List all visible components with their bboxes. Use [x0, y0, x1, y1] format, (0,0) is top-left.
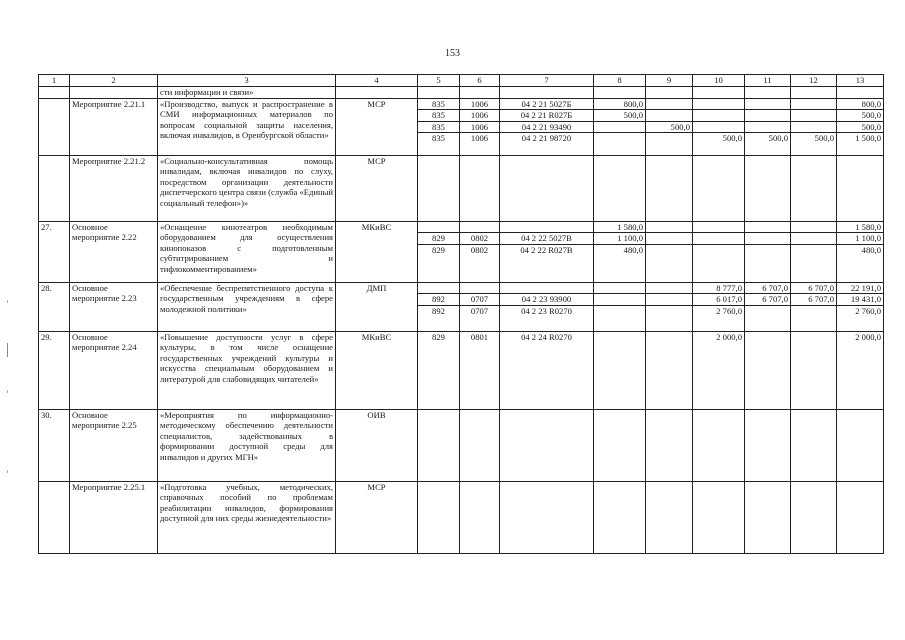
cell-col-6	[460, 481, 500, 553]
row-number: 27.	[39, 221, 70, 282]
cell-value: 1006	[460, 110, 499, 122]
table-row	[39, 98, 884, 155]
cell-col-12	[791, 282, 837, 331]
cell-value	[745, 233, 790, 245]
table-row	[39, 282, 884, 331]
cell-col-13	[837, 481, 884, 553]
row-number: 30.	[39, 409, 70, 481]
cell-col-11	[745, 331, 791, 409]
cell-value: 19 431,0	[837, 294, 883, 306]
cell-value	[791, 233, 836, 245]
cell-value: 0802	[460, 233, 499, 245]
cell-value: 500,0	[646, 122, 692, 134]
cell-value: 0801	[470, 331, 489, 342]
cell-value: 22 191,0	[837, 283, 883, 295]
executor: МКиВС	[336, 331, 418, 409]
cell-value	[791, 222, 836, 234]
cell-col-9	[646, 481, 693, 553]
cell-value	[745, 306, 790, 317]
cell-value	[596, 332, 643, 343]
cell-col-8	[594, 481, 646, 553]
cell-col-11	[745, 221, 791, 282]
executor: МСР	[336, 98, 418, 155]
cell-col-5	[418, 331, 460, 409]
cell-col-7	[500, 409, 594, 481]
cell-value: 500,0	[768, 133, 788, 144]
cell-value: 0802	[470, 244, 489, 255]
cell-value: 04 2 21 5027Б	[500, 99, 593, 111]
cell-col-6	[460, 98, 500, 155]
cell-col-7	[500, 155, 594, 221]
cell-col-12	[791, 98, 837, 155]
cell-col-9	[646, 221, 693, 282]
row-number: 28.	[39, 282, 70, 331]
row-number	[39, 87, 70, 99]
cell-value	[793, 332, 834, 343]
cell-col-13	[837, 221, 884, 282]
cell-value	[418, 283, 459, 295]
cell-value: 1006	[470, 133, 489, 144]
cell-value: 2 000,0	[716, 331, 742, 342]
event-name	[70, 87, 158, 99]
cell-value: 1 580,0	[594, 222, 645, 234]
cell-value	[646, 133, 692, 144]
margin-dash	[7, 470, 8, 473]
table-row	[39, 221, 884, 282]
cell-col-6	[460, 87, 500, 99]
column-header-row	[39, 75, 884, 87]
cell-value	[745, 110, 790, 122]
event-name: Мероприятие 2.25.1	[70, 481, 158, 553]
column-header-4: 4	[336, 75, 418, 87]
cell-value	[648, 332, 690, 343]
cell-col-6	[460, 331, 500, 409]
cell-col-10	[693, 221, 745, 282]
cell-value: 6 707,0	[791, 294, 836, 306]
cell-col-12	[791, 409, 837, 481]
cell-value: 892	[418, 294, 459, 306]
cell-col-10	[693, 331, 745, 409]
cell-col-8	[594, 331, 646, 409]
cell-value	[646, 99, 692, 111]
cell-value: 1006	[460, 122, 499, 134]
cell-value: 2 760,0	[855, 305, 881, 316]
cell-value	[646, 306, 692, 317]
cell-value	[460, 222, 499, 234]
column-header-13: 13	[837, 75, 884, 87]
cell-col-13	[837, 282, 884, 331]
cell-col-12	[791, 331, 837, 409]
cell-col-13	[837, 409, 884, 481]
cell-value: 0707	[470, 305, 489, 316]
cell-value: 2 760,0	[716, 305, 742, 316]
column-header-6: 6	[460, 75, 500, 87]
margin-line	[7, 343, 8, 357]
cell-col-6	[460, 409, 500, 481]
cell-col-9	[646, 282, 693, 331]
cell-col-7	[500, 221, 594, 282]
margin-dash	[7, 390, 8, 393]
event-name: Основное мероприятие 2.23	[70, 282, 158, 331]
cell-col-8	[594, 98, 646, 155]
cell-col-9	[646, 87, 693, 99]
cell-value: 500,0	[594, 110, 645, 122]
cell-col-10	[693, 282, 745, 331]
cell-col-12	[791, 87, 837, 99]
cell-col-8	[594, 409, 646, 481]
cell-value	[693, 110, 744, 122]
cell-col-5	[418, 98, 460, 155]
cell-col-5	[418, 155, 460, 221]
cell-value: 835	[432, 133, 445, 144]
cell-value: 829	[418, 233, 459, 245]
cell-value: 6 707,0	[745, 294, 790, 306]
cell-value	[791, 99, 836, 111]
cell-value: 04 2 21 98720	[521, 133, 572, 144]
cell-value: 835	[418, 122, 459, 134]
cell-value	[646, 294, 692, 306]
cell-value	[745, 122, 790, 134]
event-description: «Производство, выпуск и распространение в СМИ информационных материалов по вопросам социальной защиты населения, включая инвалидов, в Оренбургской области»	[158, 98, 336, 155]
table-row	[39, 409, 884, 481]
cell-value	[693, 222, 744, 234]
cell-value: 04 2 22 5027В	[500, 233, 593, 245]
cell-value: 480,0	[861, 244, 881, 255]
cell-value: 480,0	[623, 244, 643, 255]
column-header-8: 8	[594, 75, 646, 87]
cell-value	[460, 283, 499, 295]
cell-col-7	[500, 98, 594, 155]
cell-col-8	[594, 155, 646, 221]
cell-value: 829	[432, 331, 445, 342]
cell-value: 8 777,0	[693, 283, 744, 295]
cell-value: 6 017,0	[693, 294, 744, 306]
cell-value: 04 2 23 93900	[500, 294, 593, 306]
cell-col-9	[646, 155, 693, 221]
column-header-7: 7	[500, 75, 594, 87]
cell-value	[791, 306, 836, 317]
cell-value	[594, 283, 645, 295]
column-header-2: 2	[70, 75, 158, 87]
cell-col-11	[745, 481, 791, 553]
cell-col-8	[594, 282, 646, 331]
cell-value	[693, 99, 744, 111]
row-number	[39, 155, 70, 221]
cell-col-8	[594, 87, 646, 99]
cell-value: 500,0	[837, 110, 883, 122]
table-row	[39, 155, 884, 221]
event-description: сти информации и связи»	[158, 87, 336, 99]
cell-value: 04 2 23 R0270	[521, 305, 572, 316]
table-row	[39, 331, 884, 409]
cell-value: 500,0	[722, 133, 742, 144]
cell-col-12	[791, 221, 837, 282]
cell-col-9	[646, 409, 693, 481]
event-description: «Социально-консультативная помощь инвалидам, включая инвалидов по слуху, посредством организации деятельности диспетчерского центра связи (служба «Единый социальный телефон»)»	[158, 155, 336, 221]
cell-value: 0707	[460, 294, 499, 306]
cell-col-12	[791, 155, 837, 221]
cell-value: 2 000,0	[855, 331, 881, 342]
cell-value: 892	[432, 305, 445, 316]
event-name: Основное мероприятие 2.24	[70, 331, 158, 409]
page-number: 153	[445, 48, 460, 59]
cell-col-11	[745, 98, 791, 155]
cell-value	[791, 110, 836, 122]
cell-col-13	[837, 331, 884, 409]
cell-value	[500, 283, 593, 295]
cell-value: 500,0	[814, 133, 834, 144]
event-description: «Обеспечение беспрепятственного доступа к государственным учреждениям в сфере молодежной политики»	[158, 282, 336, 331]
cell-col-6	[460, 221, 500, 282]
executor: МКиВС	[336, 221, 418, 282]
event-description: «Подготовка учебных, методических, справочных пособий по проблемам реабилитации инвалидов, формирования доступной для них среды жизнедеятельности»	[158, 481, 336, 553]
cell-col-11	[745, 282, 791, 331]
cell-col-5	[418, 481, 460, 553]
table-row	[39, 481, 884, 553]
cell-value: 04 2 21 93490	[500, 122, 593, 134]
column-header-11: 11	[745, 75, 791, 87]
cell-col-12	[791, 481, 837, 553]
cell-col-10	[693, 481, 745, 553]
cell-value	[500, 222, 593, 234]
cell-col-9	[646, 331, 693, 409]
cell-col-11	[745, 155, 791, 221]
cell-value	[745, 99, 790, 111]
column-header-5: 5	[418, 75, 460, 87]
cell-col-6	[460, 155, 500, 221]
cell-value	[646, 283, 692, 295]
cell-value	[418, 222, 459, 234]
event-description: «Мероприятия по информационно-методическому обеспечению деятельности специалистов, задействованных в формировании доступной среды для инвалидов и других МГН»	[158, 409, 336, 481]
cell-value: 500,0	[837, 122, 883, 134]
cell-col-9	[646, 98, 693, 155]
cell-col-10	[693, 155, 745, 221]
cell-col-10	[693, 409, 745, 481]
cell-col-11	[745, 409, 791, 481]
cell-value	[791, 245, 836, 256]
cell-value	[594, 306, 645, 317]
cell-col-13	[837, 98, 884, 155]
cell-value	[646, 222, 692, 234]
cell-col-5	[418, 282, 460, 331]
cell-value: 6 707,0	[791, 283, 836, 295]
cell-value: 829	[432, 244, 445, 255]
cell-value	[594, 133, 645, 144]
cell-value	[693, 245, 744, 256]
cell-col-5	[418, 221, 460, 282]
cell-col-10	[693, 87, 745, 99]
row-number: 29.	[39, 331, 70, 409]
cell-value	[791, 122, 836, 134]
cell-value: 1 500,0	[855, 133, 881, 144]
cell-value: 04 2 24 R0270	[521, 331, 572, 342]
cell-value: 1 100,0	[837, 233, 883, 245]
cell-value	[693, 233, 744, 245]
executor: ОИВ	[336, 409, 418, 481]
cell-value: 1006	[460, 99, 499, 111]
cell-value	[745, 245, 790, 256]
cell-col-5	[418, 409, 460, 481]
budget-table	[38, 74, 884, 554]
cell-value: 800,0	[837, 99, 883, 111]
cell-col-11	[745, 87, 791, 99]
cell-col-5	[418, 87, 460, 99]
cell-value	[594, 294, 645, 306]
event-description: «Повышение доступности услуг в сфере культуры, в том числе оснащение государственных учреждений культуры и искусства специальным оборудованием и литературой для слабовидящих читателей»	[158, 331, 336, 409]
executor: МСР	[336, 481, 418, 553]
cell-value: 04 2 22 R027В	[520, 244, 573, 255]
cell-col-13	[837, 87, 884, 99]
cell-col-7	[500, 282, 594, 331]
cell-value	[693, 122, 744, 134]
cell-value: 800,0	[594, 99, 645, 111]
cell-value: 04 2 21 R027Б	[500, 110, 593, 122]
event-name: Основное мероприятие 2.25	[70, 409, 158, 481]
table-row	[39, 87, 884, 99]
cell-value	[646, 233, 692, 245]
cell-col-6	[460, 282, 500, 331]
event-name: Основное мероприятие 2.22	[70, 221, 158, 282]
executor: ДМП	[336, 282, 418, 331]
cell-col-7	[500, 331, 594, 409]
executor	[336, 87, 418, 99]
cell-value	[747, 332, 788, 343]
row-number	[39, 98, 70, 155]
cell-value	[646, 245, 692, 256]
margin-dash	[7, 300, 8, 303]
cell-col-7	[500, 481, 594, 553]
cell-col-7	[500, 87, 594, 99]
cell-col-10	[693, 98, 745, 155]
cell-col-13	[837, 155, 884, 221]
column-header-9: 9	[646, 75, 693, 87]
cell-value: 1 100,0	[594, 233, 645, 245]
cell-value: 835	[418, 110, 459, 122]
cell-value: 1 580,0	[837, 222, 883, 234]
cell-value	[594, 122, 645, 134]
row-number	[39, 481, 70, 553]
event-name: Мероприятие 2.21.1	[70, 98, 158, 155]
cell-value: 6 707,0	[745, 283, 790, 295]
column-header-1: 1	[39, 75, 70, 87]
column-header-10: 10	[693, 75, 745, 87]
event-description: «Оснащение кинотеатров необходимым оборудованием для осуществления кинопоказов с подготовленным субтитрированием и тифлокомментированием»	[158, 221, 336, 282]
event-name: Мероприятие 2.21.2	[70, 155, 158, 221]
column-header-12: 12	[791, 75, 837, 87]
cell-value: 835	[418, 99, 459, 111]
cell-value	[646, 110, 692, 122]
column-header-3: 3	[158, 75, 336, 87]
cell-value	[745, 222, 790, 234]
executor: МСР	[336, 155, 418, 221]
cell-col-8	[594, 221, 646, 282]
